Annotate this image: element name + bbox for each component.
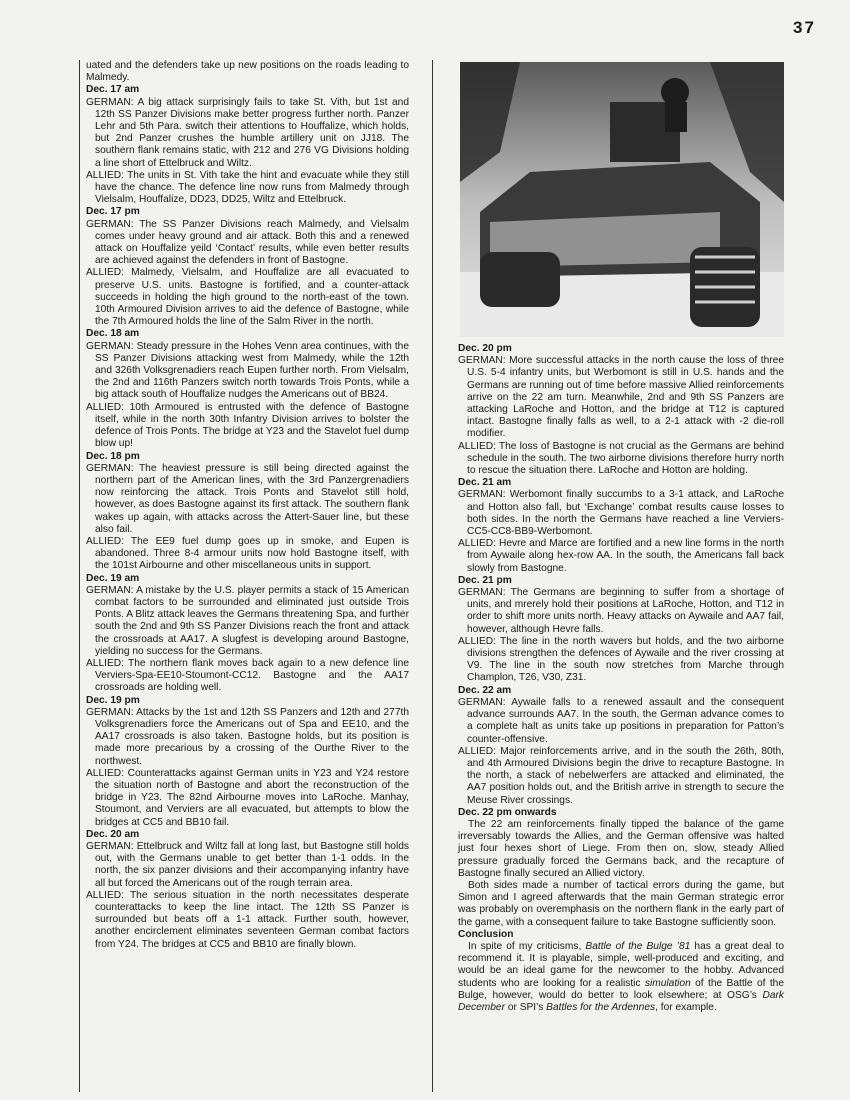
paragraph: GERMAN: Steady pressure in the Hohes Venn area continues, with the SS Panzer Divisions attacking west from Malmedy, while the 12th and 326th Volksgrenadiers reach Eupen further north. From Vielsalm, the 2nd and 116th Panzers switch north towards Trois Ponts, while a big attack south of Houffalize nudges the Americans out of BB24. <box>86 340 409 401</box>
paragraph: ALLIED: The units in St. Vith take the hint and evacuate while they still have the chance. The defence line now runs from Malmedy through Vielsalm, Houffalize, DD23, DD25, Wiltz and Ettelbruck. <box>86 169 409 206</box>
game-title: Battles for the Ardennes <box>546 1001 656 1013</box>
paragraph: ALLIED: The serious situation in the north necessitates desperate counterattacks to keep the line intact. The 12th SS Panzer is surrounded but beats off a 1-1 attack. Further south, however, another encirclement eliminates seventeen German combat factors from Y24. The bridges at CC5 and BB10 are finally blown. <box>86 889 409 950</box>
paragraph: GERMAN: More successful attacks in the north cause the loss of three U.S. 5-4 infantry units, but Werbomont is still in U.S. hands and the Germans are running out of time before massive Allied reinforcements arrive on the 22 am turn. Meanwhile, 2nd and 9th SS Panzers are attacking LaRoche and Hotton, and the bridge at T12 is captured intact. Bastogne finally falls as well, to a 2-1 attack with -2 die-roll modifier. <box>458 355 784 440</box>
section-heading: Dec. 19 pm <box>86 694 140 706</box>
section-heading: Dec. 18 pm <box>86 450 140 462</box>
left-margin-rule <box>79 60 80 1092</box>
left-column <box>86 60 409 951</box>
section-heading: Conclusion <box>458 928 514 940</box>
section-heading: Dec. 17 pm <box>86 206 140 218</box>
paragraph: ALLIED: The loss of Bastogne is not crucial as the Germans are behind schedule in the south. The two airborne divisions therefore hurry north to rescue the situation there. LaRoche and Hotton are holding. <box>458 440 784 477</box>
paragraph: GERMAN: Werbomont finally succumbs to a 3-1 attack, and LaRoche and Hotton also fall, but ‘Exchange’ combat results cause losses to both sides. In the north the Germans have reached a line Verviers-CC5-CC8-BB9-Werbomont. <box>458 489 784 538</box>
conclusion-paragraph: In spite of my criticisms, Battle of the Bulge ’81 has a great deal to recommend it. It is playable, simple, well-produced and exciting, and would be an ideal game for the newcomer to the hobby. Advanced students who are looking for a realistic simulation of the Battle of the Bulge, however, would do better to look elsewhere; at OSG’s Dark December or SPI’s Battles for the Ardennes, for example. <box>458 940 784 1013</box>
paragraph: ALLIED: Hevre and Marce are fortified and a new line forms in the north from Aywaile along hex-row AA. In the south, the Americans fall back slowly from Bastogne. <box>458 538 784 574</box>
right-column <box>458 343 784 1014</box>
paragraph: GERMAN: The heaviest pressure is still being directed against the northern part of the American lines, with the 3rd Panzergrenadiers now reinforcing the attack. Trois Ponts and Stavelot still hold, however, as does Bastogne against its first attack. The southern flank wakes up again, with attacks across the Attert-Sauer line, but these also fail. <box>86 462 409 535</box>
paragraph: GERMAN: A mistake by the U.S. player permits a stack of 15 American combat factors to be surrounded and eliminated just outside Trois Ponts. A Blitz attack leaves the Germans threatening Spa, and further south the 2nd and 9th SS Panzer Divisions reach the front and attack the crossroads at AA17. A slugfest is developing around Bastogne, yielding no success for the Germans. <box>86 584 409 657</box>
game-title: Dark December <box>458 989 784 1013</box>
paragraph: uated and the defenders take up new positions on the roads leading to Malmedy. <box>86 60 409 84</box>
section-heading: Dec. 18 am <box>86 328 140 340</box>
paragraph: GERMAN: Aywaile falls to a renewed assault and the consequent advance surrounds AA7. In the south, the German advance comes to a complete halt as units take up positions in preparation for Patton’s counter-offensive. <box>458 696 784 745</box>
paragraph: GERMAN: Attacks by the 1st and 12th SS Panzers and 12th and 277th Volksgrenadiers force the Americans out of Spa and EE10, and the AA17 crossroads is also taken. Bastogne holds, but its position is made more precarious by a crossing of the Ourthe River to the northwest. <box>86 706 409 767</box>
paragraph: The 22 am reinforcements finally tipped the balance of the game irreversably towards the Allies, and the German offensive was halted just four hexes short of Liege. From then on, slow, steady Allied pressure gradually forced the Germans back, and the recapture of Bastogne finally secured an Allied victory. <box>458 818 784 879</box>
paragraph: GERMAN: Ettelbruck and Wiltz fall at long last, but Bastogne still holds out, with the Germans unable to get better than 1-1 odds. In the north, the six panzer divisions and their accompanying infantry have all but forced the Americans out of the rough terrain area. <box>86 841 409 889</box>
emphasis: simulation <box>644 977 691 989</box>
section-heading: Dec. 19 am <box>86 572 140 584</box>
paragraph: ALLIED: Major reinforcements arrive, and in the south the 26th, 80th, and 4th Armoured Divisions begin the drive to recapture Bastogne. In the north, a stack of nebelwerfers are attacked and eliminated, the AA7 position holds out, and the British arrive in strength to secure the Meuse River crossings. <box>458 745 784 806</box>
paragraph: ALLIED: The northern flank moves back again to a new defence line Verviers-Spa-EE10-Stoumont-CC12. Bastogne and the AA17 crossroads are holding well. <box>86 657 409 694</box>
column-divider <box>432 60 433 1092</box>
section-heading: Dec. 22 pm onwards <box>458 806 557 818</box>
paragraph: ALLIED: Counterattacks against German units in Y23 and Y24 restore the situation north of Bastogne and abort the reconstruction of the bridge in Y23. The 82nd Airbourne moves into LaRoche. Manhay, Stoumont, and Verviers are all evacuated, but attempts to blow the bridges at CC5 and BB10 fail. <box>86 767 409 828</box>
paragraph: ALLIED: The EE9 fuel dump goes up in smoke, and Eupen is abandoned. Three 8-4 armour units now hold Bastogne itself, with the 101st Airbourne and other miscellaneous units in support. <box>86 535 409 572</box>
paragraph: ALLIED: The line in the north wavers but holds, and the two airborne divisions strengthen the defences of Aywaile and the river crossing at V9. The line in the south now stretches from Marche through Champlon, T26, V30, Z31. <box>458 635 784 684</box>
section-heading: Dec. 20 pm <box>458 343 512 354</box>
page-number: 37 <box>793 18 816 37</box>
section-heading: Dec. 20 am <box>86 828 140 840</box>
paragraph: GERMAN: The Germans are beginning to suffer from a shortage of units, and mrerely hold their positions at LaRoche, Hotton, and T12 in order to shift more units north. Heavy attacks on Aywaile and AA7 fail, however, although Hevre falls. <box>458 587 784 635</box>
section-heading: Dec. 22 am <box>458 684 512 696</box>
section-heading: Dec. 21 pm <box>458 574 512 586</box>
section-heading: Dec. 21 am <box>458 477 512 489</box>
tank-photo <box>460 62 784 337</box>
paragraph: GERMAN: A big attack surprisingly fails to take St. Vith, but 1st and 12th SS Panzer Divisions make better progress further north. Panzer Lehr and 5th Para. switch their attentions to Houffalize, which holds, but 2nd Panzer crushes the humble artillery unit on JJ18. The southern flank remains static, with 212 and 276 VG Divisions holding a line short of Ettelbruck and Wiltz. <box>86 96 409 169</box>
game-title: Battle of the Bulge ’81 <box>585 940 691 952</box>
section-heading: Dec. 17 am <box>86 84 140 96</box>
paragraph: GERMAN: The SS Panzer Divisions reach Malmedy, and Vielsalm comes under heavy ground and air attack. Both this and a renewed attack on Houffalize yeild ‘Contact’ results, while even better results are achieved against the defenders in front of Bastogne. <box>86 218 409 267</box>
paragraph: Both sides made a number of tactical errors during the game, but Simon and I agreed afterwards that the main German strategic error was probably on overemphasis on the northern flank in the early part of the game, with a consequent failure to take Bastogne sufficiently soon. <box>458 879 784 928</box>
paragraph: ALLIED: 10th Armoured is entrusted with the defence of Bastogne itself, while in the north 30th Infantry Division arrives to bolster the defence of Trois Ponts. The bridge at Y23 and the Stavelot fuel dump blow up! <box>86 401 409 450</box>
paragraph: ALLIED: Malmedy, Vielsalm, and Houffalize are all evacuated to preserve U.S. units. Bastogne is fortified, and a counter-attack succeeds in holding the high ground to the north-east of the town. 10th Armoured Division arrives to aid the defence of Bastogne, while the 7th Armoured holds the line of the Salm River in the north. <box>86 267 409 328</box>
